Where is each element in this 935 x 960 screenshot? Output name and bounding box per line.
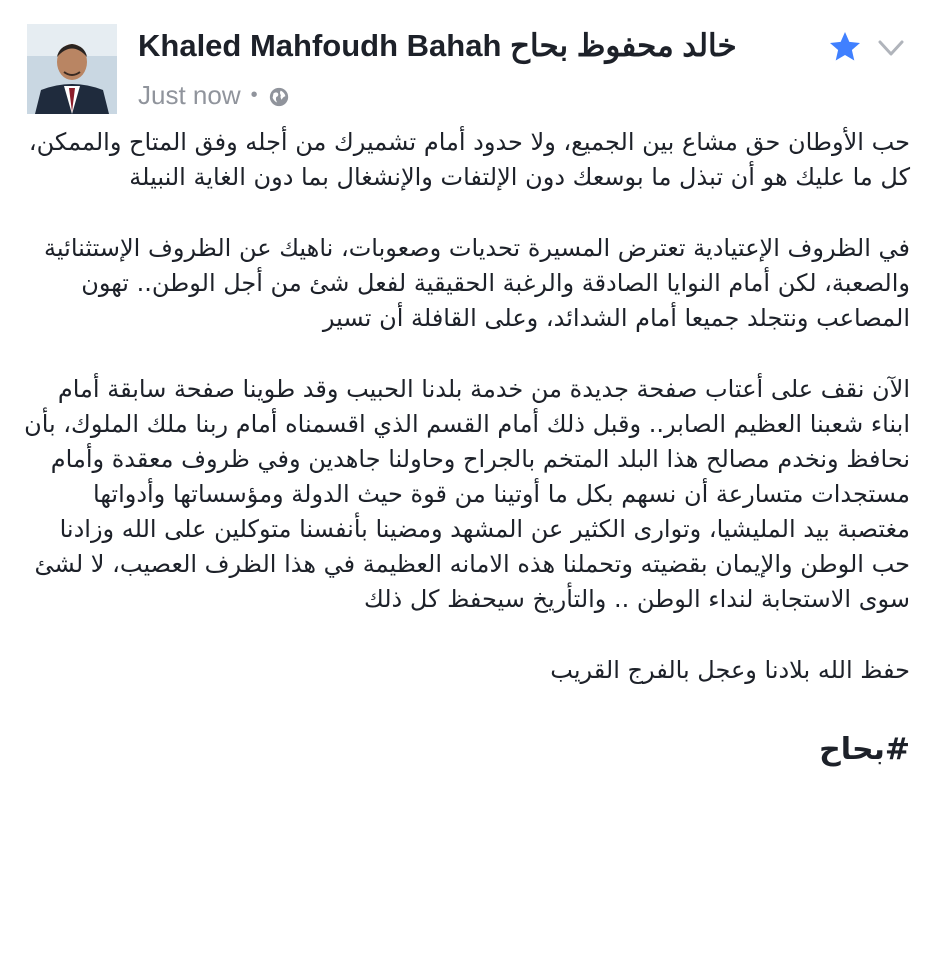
avatar[interactable] xyxy=(27,24,117,114)
meta-separator: • xyxy=(250,83,258,106)
post-paragraph: حفظ الله بلادنا وعجل بالفرج القريب xyxy=(550,656,910,684)
post-paragraph: في الظروف الإعتيادية تعترض المسيرة تحديات وصعوبات، ناهيك عن الظروف الإستثنائية والصعبة، لكن أمام النوايا الصادقة والرغبة الحقيقية لفعل شئ من أجل الوطن.. تهون المصاعب ونتجلد جميعا أمام الشدائد، وعلى القافلة أن تسير xyxy=(44,234,910,332)
post-body xyxy=(18,125,910,770)
hashtag-link[interactable]: #بحاح xyxy=(819,732,910,767)
avatar-portrait xyxy=(27,24,117,114)
post-header xyxy=(0,0,935,120)
post-meta xyxy=(138,78,290,112)
globe-icon[interactable] xyxy=(268,84,290,106)
star-icon[interactable] xyxy=(827,29,863,65)
author-name[interactable]: Khaled Mahfoudh Bahah خالد محفوظ بحاح xyxy=(138,28,737,63)
post-paragraph: الآن نقف على أعتاب صفحة جديدة من خدمة بلدنا الحبيب وقد طوينا صفحة سابقة أمام ابناء شعبنا العظيم الصابر.. وقبل ذلك أمام القسم الذي اقسمناه أمام ربنا ملك الملوك، بأن نحافظ ونخدم مصالح هذا البلد المتخم بالجراح وحاولنا جاهدين وفي ظروف معقدة وأمام مستجدات متسارعة أن نسهم بكل ما أوتينا من قوة حيث الدولة ومؤسساتها وأدواتها مغتصبة بيد المليشيا، وتوارى الكثير عن المشهد ومضينا بأنفسنا متوكلين على الله وزادنا حب الوطن والإيمان بقضيته وتحملنا هذه الامانه العظيمة في هذا الظرف العصيب، لا لشئ سوى الاستجابة لنداء الوطن .. والتأريخ سيحفظ كل ذلك xyxy=(24,375,910,613)
timestamp[interactable]: Just now xyxy=(138,79,241,110)
post-paragraph: حب الأوطان حق مشاع بين الجميع، ولا حدود أمام تشميرك من أجله وفق المتاح والممكن، كل ما عليك هو أن تبذل ما بوسعك دون الإلتفات والإنشغال بما دون الغاية النبيلة xyxy=(28,128,910,191)
chevron-down-icon[interactable] xyxy=(876,34,906,62)
